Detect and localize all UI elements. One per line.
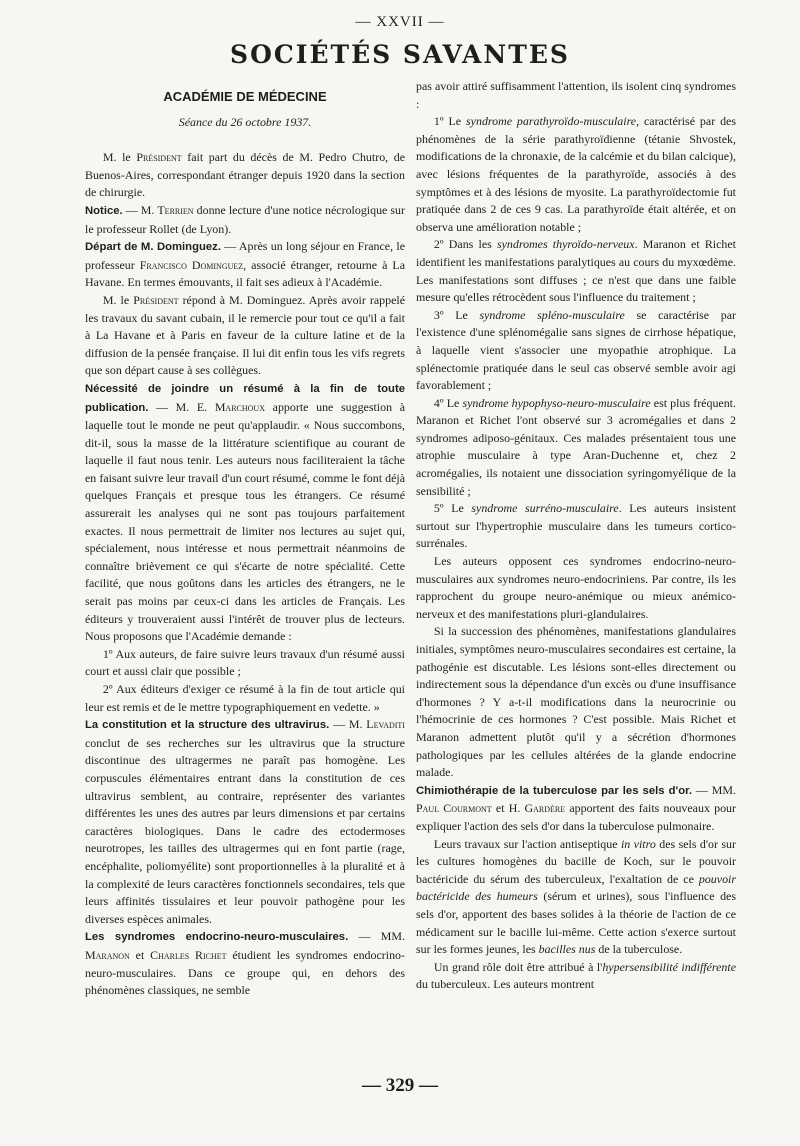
paragraph-hypersensibilite: Un grand rôle doit être attribué à l'hypersensibilité indifférente du tuberculeux. Les auteurs montrent: [416, 959, 736, 992]
paragraph-pathogenie: Si la succession des phénomènes, manifestations glandulaires initiales, symptômes neuro-musculaires secondaires est certaine, la pathogénie est discutable. Les lésions sont-elles directement ou indirectement sous la dépendance d'un excès ou d'une insuffisance d'hormones ? Y a-t-il modifications dans la neurocrinie ou l'hémocrinie de ces hormones ? C'est possible. Mais Richet et Maranon admettent plutôt qu'il y a sécrétion d'hormones pathologiques par les cellules altérées de la glande endocrine malade.: [416, 624, 736, 780]
page-number: — 329 —: [362, 1075, 438, 1096]
paragraph-president-reponse: M. le Président répond à M. Dominguez. Après avoir rappelé les travaux du savant cubain, il le remercie pour tout ce qu'il a fait à La Havane et à Paris en faveur de la culture latine et de la diffusion de la pensée française. Il lui dit enfin tous les vifs regrets que son départ cause à ses collègues.: [85, 292, 405, 378]
paragraph-point-2: 2º Aux éditeurs d'exiger ce résumé à la fin de tout article qui leur est remis et de le mettre typographiquement en vedette. »: [85, 682, 405, 714]
paragraph-syndrome-3: 3º Le syndrome spléno-musculaire se caractérise par l'existence d'une splénomégalie sans signes de cirrhose hépatique, à laquelle vient s'associer une myopathie atrophique. La splénectomie pratiquée dans le seul cas observé semble avoir agi favorablement ;: [416, 307, 736, 393]
paragraph-ultravirus: La constitution et la structure des ultravirus. — M. Levaditi conclut de ses recherches sur les ultravirus que la structure discontinue des ultragermes ne paraît pas homogène. Les corpuscules élémentaires entrant dans la constitution de ces ultravirus semblent, au contraire, représenter des variantes différentes les unes des autres par leurs dimensions et par certains caractères biologiques. Dans le cadre des ectodermoses neurotropes, les tailles des ultragermes qui en font partie (rage, encéphalite, poliomyélite) sont proportionnelles à la pluralité et à la complexité de leurs caractères fonctionnels secondaires, tels que leurs affinités tissulaires et leur pouvoir pathogène pour les diverses espèces animales.: [85, 717, 405, 926]
left-column: [85, 78, 405, 1068]
paragraph-syndrome-5: 5º Le syndrome surréno-musculaire. Les auteurs insistent surtout sur l'hypertrophie musculaire dans les tumeurs cortico-surrénales.: [416, 501, 736, 551]
paragraph-syndromes: Les syndromes endocrino-neuro-musculaires. — MM. Maranon et Charles Richet étudient les syndromes endocrino-neuro-musculaires. Dans ce groupe qui, en dehors des phénomènes classiques, ne semble: [85, 929, 405, 998]
session-date: Séance du 26 octobre 1937.: [178, 114, 312, 129]
right-column: [416, 78, 736, 1068]
paragraph-notice: Notice. — M. Terrien donne lecture d'une notice nécrologique sur le professeur Rollet (de Lyon).: [85, 202, 405, 236]
paragraph-chimiotherapie: Chimiothérapie de la tuberculose par les sels d'or. — MM. Paul Courmont et H. Gardère apportent des faits nouveaux pour expliquer l'action des sels d'or dans la tuberculose pulmonaire.: [416, 782, 736, 833]
paragraph-syndrome-2: 2º Dans les syndromes thyroïdo-nerveux. Maranon et Richet identifient les manifestations paralytiques au cours du myxœdème. Les manifestations sont diffuses ; ce n'est que dans une faible mesure qu'elles rétrocèdent sous l'influence du traitement ;: [416, 237, 736, 305]
paragraph-point-1: 1º Aux auteurs, de faire suivre leurs travaux d'un résumé aussi court et aussi clair que possible ;: [85, 646, 405, 679]
paragraph-travaux: Leurs travaux sur l'action antiseptique in vitro des sels d'or sur les cultures homogènes du bacille de Koch, sur le pouvoir bactéricide du sérum des tuberculeux, l'exaltation de ce pouvoir bactéricide des humeurs (sérum et urines), sous l'influence des sels d'or, apportent des bases solides à la théorie de l'action de ce médicament sur le bacille lui-même. Cette action s'exerce surtout sur les formes jeunes, les bacilles nus de la tuberculose.: [416, 836, 736, 957]
paragraph-opposition: Les auteurs opposent ces syndromes endocrino-neuro-musculaires aux syndromes neuro-endocriniens. Par contre, ils les rapprochent du groupe neuro-anémique ou mieux anémico-nerveux et des manifestations pluri-glandulaires.: [416, 554, 736, 621]
paragraph-syndrome-4: 4º Le syndrome hypophyso-neuro-musculaire est plus fréquent. Maranon et Richet l'ont observé sur 3 acromégalies et dans 2 syndromes adiposo-génitaux. Ces malades présentaient tous une atrophie musculaire à type Aran-Duchenne et, chez 2 acromégalies, ils notaient une dissociation syringomyélique de la sensibilité ;: [416, 395, 736, 498]
section-title: ACADÉMIE DE MÉDECINE: [163, 89, 327, 104]
paragraph-resume: Nécessité de joindre un résumé à la fin de toute publication. — M. E. Marchoux apporte une suggestion à laquelle tout le monde ne peut qu'applaudir. « Nous succombons, dit-il, sous la masse de la littérature scientifique au courant de laquelle il faut nous tenir. Les auteurs nous faciliteraient la tâche en faisant suivre leur travail d'un court résumé, comme le font déjà quelques Français et presque tous les étrangers. Ce résumé assurerait les analyses qui ne sont pas toujours parfaitement exactes. Il nous permettrait de limiter nos lectures au sujet qui, spécialement, nous intéresse et nous permettrait néanmoins de connaître brièvement ce qui s'écarte de notre spécialité. Cette facilité, que nous goûtons dans les articles des étrangers, ne le serait pas moins par ceux-ci dans les articles de Français. Les éditeurs y trouveraient aussi l'intérêt de trouver plus de lecteurs. Nous proposons que l'Académie demande :: [85, 382, 405, 644]
paragraph-president-deces: M. le Président fait part du décès de M. Pedro Chutro, de Buenos-Aires, correspondant étranger depuis 1920 dans la section de chirurgie.: [85, 150, 405, 200]
page-title: SOCIÉTÉS SAVANTES: [230, 40, 570, 69]
paragraph-syndrome-1: 1º Le syndrome parathyroïdo-musculaire, caractérisé par des phénomènes de la série parathyroïdienne (tétanie Shvostek, modifications de la chronaxie, de la calcémie et du bilan calcique), avec lésions fréquentes de la parathyroïde, associés à des symptômes et à des lésions de myosite. La parathyroïdectomie fut pratiquée dans 2 de ces 9 cas. La parathyroïde était altérée, et on observa une amélioration notable ;: [416, 114, 736, 234]
paragraph-continuation: pas avoir attiré suffisamment l'attention, ils isolent cinq syndromes :: [416, 79, 736, 111]
page-running-head: — XXVII —: [355, 14, 445, 30]
paragraph-depart-dominguez: Départ de M. Dominguez. — Après un long séjour en France, le professeur Francisco Dominguez, associé étranger, retourne à La Havane. En termes émouvants, il fait ses adieux à l'Académie.: [85, 239, 405, 290]
